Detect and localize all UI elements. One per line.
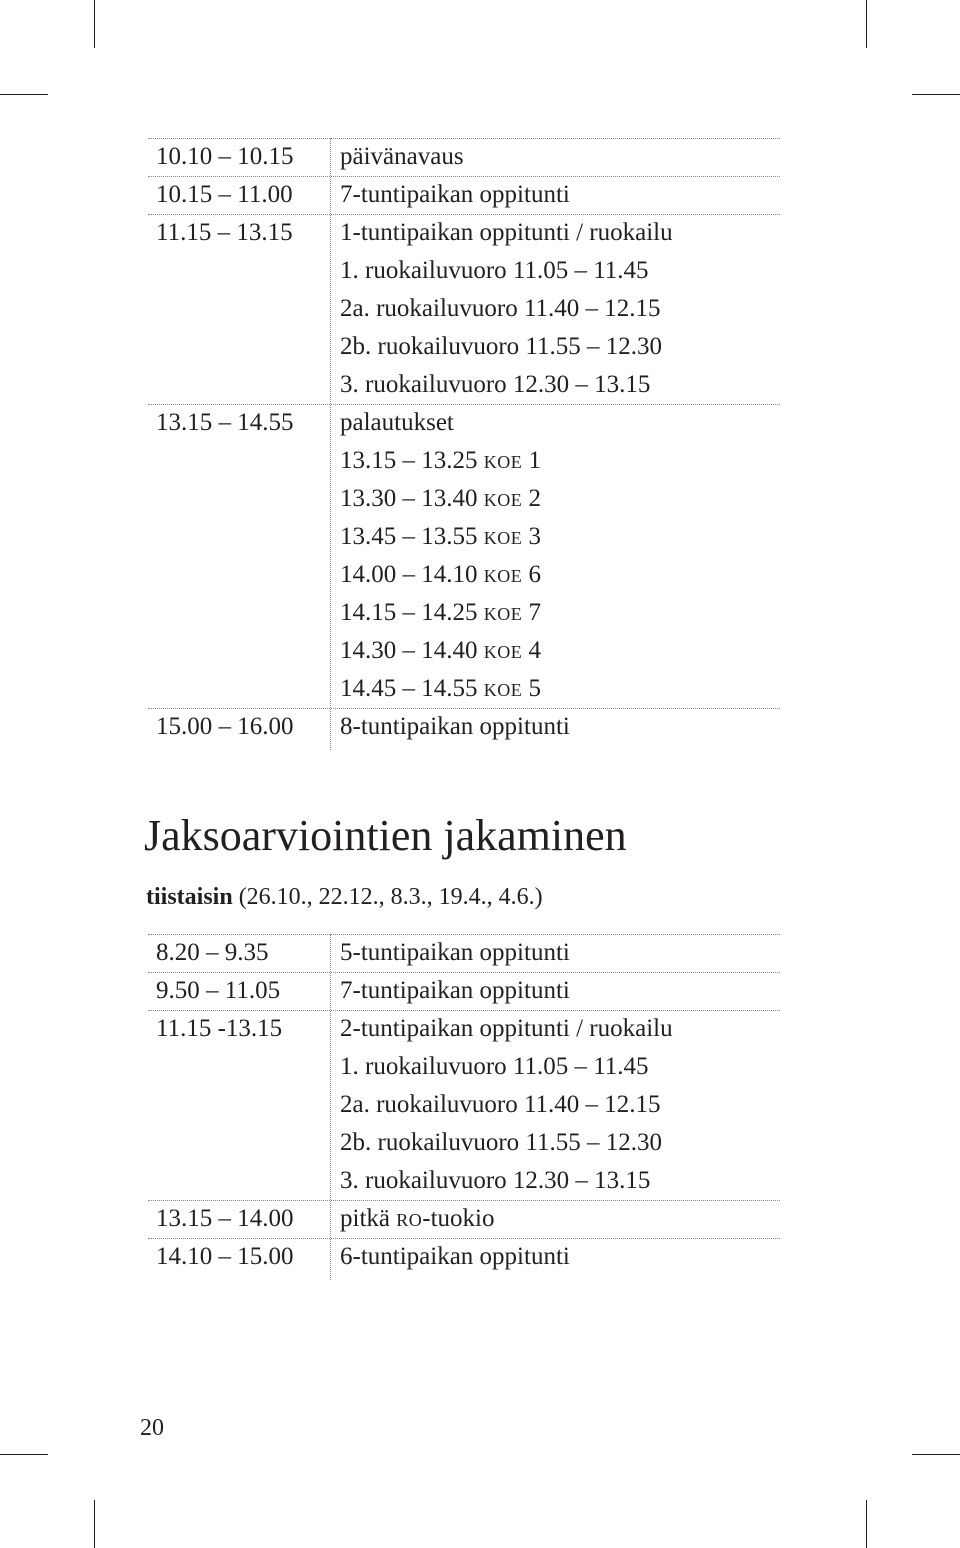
description-cell xyxy=(340,1238,570,1276)
tag-number: 4 xyxy=(528,637,541,664)
time-cell: 10.10 – 10.15 xyxy=(156,143,294,170)
description-text: 2a. ruokailuvuoro 11.40 – 12.15 xyxy=(340,1091,661,1118)
description-cell xyxy=(340,972,570,1010)
table-row xyxy=(148,366,780,404)
description-text: 1-tuntipaikan oppitunti / ruokailu xyxy=(340,219,673,246)
description-cell xyxy=(340,442,541,480)
description-text: pitkä xyxy=(340,1205,390,1232)
time-cell: 13.15 – 14.00 xyxy=(156,1205,294,1232)
table-row xyxy=(148,290,780,328)
table-row xyxy=(148,442,780,480)
description-cell xyxy=(340,176,570,214)
description-cell xyxy=(340,518,541,556)
subtitle-weekday: tiistaisin xyxy=(146,884,233,910)
crop-mark xyxy=(866,1500,867,1548)
table-row xyxy=(148,176,780,214)
section-title: Jaksoarviointien jakaminen xyxy=(144,811,627,860)
description-text: 13.45 – 13.55 xyxy=(340,523,478,550)
table-row xyxy=(148,1048,780,1086)
description-text: 5-tuntipaikan oppitunti xyxy=(340,939,570,966)
table-row xyxy=(148,404,780,442)
description-text: 13.30 – 13.40 xyxy=(340,485,478,512)
crop-mark xyxy=(94,1500,95,1548)
tag-number: 6 xyxy=(528,561,541,588)
description-cell xyxy=(340,1048,649,1086)
table-row xyxy=(148,1010,780,1048)
description-cell xyxy=(340,1200,494,1238)
description-text: 3. ruokailuvuoro 12.30 – 13.15 xyxy=(340,371,651,398)
tag-label: ro xyxy=(396,1205,423,1232)
table-row xyxy=(148,1162,780,1200)
description-text: 2-tuntipaikan oppitunti / ruokailu xyxy=(340,1015,673,1042)
table-row xyxy=(148,1086,780,1124)
description-text: 8-tuntipaikan oppitunti xyxy=(340,713,570,740)
table-row xyxy=(148,670,780,708)
description-cell xyxy=(340,138,464,176)
tag-label: koe xyxy=(483,561,523,588)
description-text: päivänavaus xyxy=(340,143,464,170)
table-row xyxy=(148,1238,780,1276)
schedule-table-2 xyxy=(148,934,780,1276)
description-text: 3. ruokailuvuoro 12.30 – 13.15 xyxy=(340,1167,651,1194)
description-text: 1. ruokailuvuoro 11.05 – 11.45 xyxy=(340,257,649,284)
description-text: 2b. ruokailuvuoro 11.55 – 12.30 xyxy=(340,1129,662,1156)
description-cell xyxy=(340,252,649,290)
description-cell xyxy=(340,1124,662,1162)
description-cell xyxy=(340,934,570,972)
description-text: 1. ruokailuvuoro 11.05 – 11.45 xyxy=(340,1053,649,1080)
time-cell: 10.15 – 11.00 xyxy=(156,181,293,208)
description-cell xyxy=(340,480,541,518)
table-row xyxy=(148,252,780,290)
crop-mark xyxy=(866,0,867,48)
crop-mark xyxy=(94,0,95,48)
tag-suffix: -tuokio xyxy=(422,1205,495,1232)
description-cell xyxy=(340,214,673,252)
description-text: 6-tuntipaikan oppitunti xyxy=(340,1243,570,1270)
description-text: 7-tuntipaikan oppitunti xyxy=(340,977,570,1004)
description-text: palautukset xyxy=(340,409,454,436)
tag-number: 2 xyxy=(528,485,541,512)
time-cell: 11.15 – 13.15 xyxy=(156,219,293,246)
table-row xyxy=(148,632,780,670)
description-text: 14.00 – 14.10 xyxy=(340,561,478,588)
schedule-table-1 xyxy=(148,138,780,746)
description-text: 14.45 – 14.55 xyxy=(340,675,478,702)
table-row xyxy=(148,138,780,176)
table-row xyxy=(148,214,780,252)
table-row xyxy=(148,518,780,556)
table-row xyxy=(148,708,780,746)
description-text: 7-tuntipaikan oppitunti xyxy=(340,181,570,208)
description-cell xyxy=(340,1086,661,1124)
tag-label: koe xyxy=(483,599,523,626)
tag-number: 1 xyxy=(528,447,541,474)
time-cell: 9.50 – 11.05 xyxy=(156,977,281,1004)
tag-label: koe xyxy=(483,675,523,702)
time-cell: 11.15 -13.15 xyxy=(156,1015,283,1042)
tag-label: koe xyxy=(483,447,523,474)
description-cell xyxy=(340,632,541,670)
description-cell xyxy=(340,594,541,632)
subtitle-dates: (26.10., 22.12., 8.3., 19.4., 4.6.) xyxy=(238,884,543,910)
description-text: 13.15 – 13.25 xyxy=(340,447,478,474)
description-cell xyxy=(340,556,541,594)
tag-number: 3 xyxy=(528,523,541,550)
tag-number: 5 xyxy=(528,675,541,702)
crop-mark xyxy=(0,94,48,95)
description-cell xyxy=(340,404,454,442)
table-row xyxy=(148,480,780,518)
description-text: 2a. ruokailuvuoro 11.40 – 12.15 xyxy=(340,295,661,322)
description-cell xyxy=(340,708,570,746)
time-cell: 13.15 – 14.55 xyxy=(156,409,294,436)
table-row xyxy=(148,1200,780,1238)
description-cell xyxy=(340,328,662,366)
tag-label: koe xyxy=(483,637,523,664)
time-cell: 8.20 – 9.35 xyxy=(156,939,269,966)
table-row xyxy=(148,1124,780,1162)
description-text: 2b. ruokailuvuoro 11.55 – 12.30 xyxy=(340,333,662,360)
tag-label: koe xyxy=(483,485,523,512)
description-cell xyxy=(340,670,541,708)
tag-number: 7 xyxy=(528,599,541,626)
description-text: 14.30 – 14.40 xyxy=(340,637,478,664)
tag-label: koe xyxy=(483,523,523,550)
section-subtitle xyxy=(146,880,543,914)
page-number: 20 xyxy=(140,1415,164,1441)
table-row xyxy=(148,972,780,1010)
time-cell: 15.00 – 16.00 xyxy=(156,713,294,740)
description-cell xyxy=(340,1010,673,1048)
description-cell xyxy=(340,366,650,404)
time-cell: 14.10 – 15.00 xyxy=(156,1243,294,1270)
description-cell xyxy=(340,1162,650,1200)
crop-mark xyxy=(912,1454,960,1455)
description-text: 14.15 – 14.25 xyxy=(340,599,478,626)
crop-mark xyxy=(0,1454,48,1455)
description-cell xyxy=(340,290,661,328)
table-row xyxy=(148,328,780,366)
table-row xyxy=(148,556,780,594)
crop-mark xyxy=(912,94,960,95)
table-row xyxy=(148,594,780,632)
table-row xyxy=(148,934,780,972)
